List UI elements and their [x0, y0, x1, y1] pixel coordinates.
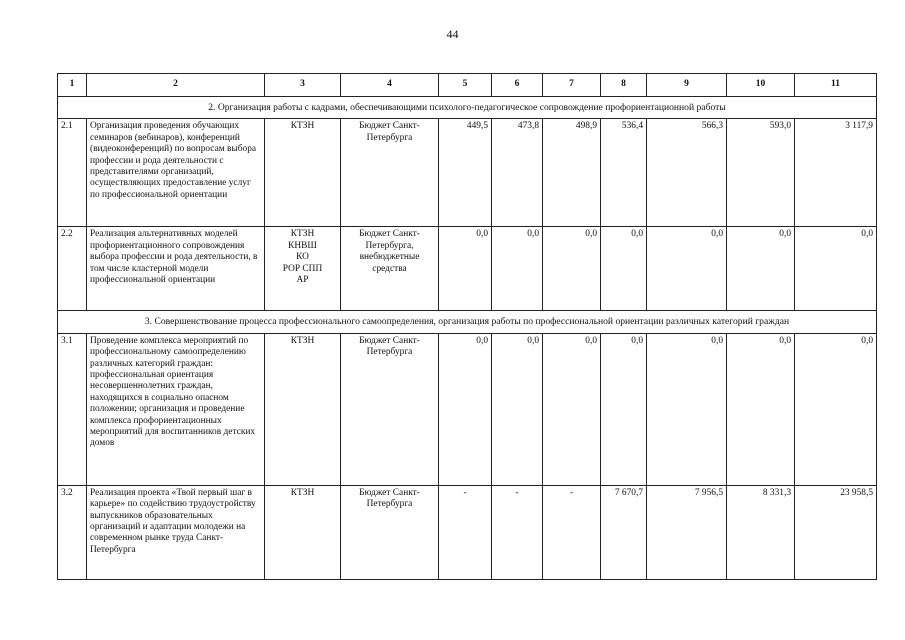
funding-source: Бюджет Санкт-Петербурга — [341, 119, 439, 227]
activity-name: Реализация проекта «Твой первый шаг в карьере» по содействию трудоустройству выпускников образовательных организаций и адаптации молодежи на современном рынке труда Санкт-Петербурга — [87, 485, 265, 579]
value-cell: 3 117,9 — [795, 119, 877, 227]
column-header: 11 — [795, 74, 877, 97]
column-header: 3 — [265, 74, 341, 97]
value-cell: 0,0 — [795, 333, 877, 485]
column-header: 4 — [341, 74, 439, 97]
value-cell: 7 956,5 — [647, 485, 727, 579]
column-header: 2 — [87, 74, 265, 97]
activity-name: Реализация альтернативных моделей профориентационного сопровождения выбора профессии и рода деятельности, в том числе кластерной модели профессиональной ориентации — [87, 227, 265, 311]
value-cell: 0,0 — [601, 227, 647, 311]
executor: КТЗН — [265, 485, 341, 579]
column-header: 5 — [439, 74, 492, 97]
value-cell: 0,0 — [647, 333, 727, 485]
value-cell: 0,0 — [727, 227, 795, 311]
funding-source: Бюджет Санкт-Петербурга — [341, 333, 439, 485]
value-cell: - — [543, 485, 601, 579]
value-cell: 0,0 — [601, 333, 647, 485]
activity-name: Организация проведения обучающих семинаров (вебинаров), конференций (видеоконференций) по вопросам выбора профессии и рода деятельности с представителями организаций, осуществляющих предоставление услуг по профессиональной ориентации — [87, 119, 265, 227]
value-cell: - — [492, 485, 543, 579]
value-cell: 8 331,3 — [727, 485, 795, 579]
value-cell: 498,9 — [543, 119, 601, 227]
section-row — [58, 97, 877, 119]
row-number: 2.2 — [58, 227, 87, 311]
row-number: 2.1 — [58, 119, 87, 227]
value-cell: 7 670,7 — [601, 485, 647, 579]
executor: КТЗН КНВШ КО РОР СПП АР — [265, 227, 341, 311]
value-cell: - — [439, 485, 492, 579]
section-title: 3. Совершенствование процесса профессионального самоопределения, организация работы по профессиональной ориентации различных категорий граждан — [58, 311, 877, 333]
table-row — [58, 485, 877, 579]
column-header: 8 — [601, 74, 647, 97]
value-cell: 449,5 — [439, 119, 492, 227]
value-cell: 536,4 — [601, 119, 647, 227]
page-number: 44 — [446, 27, 459, 41]
row-number: 3.2 — [58, 485, 87, 579]
column-header: 1 — [58, 74, 87, 97]
value-cell: 0,0 — [439, 227, 492, 311]
table-row — [58, 333, 877, 485]
column-header: 10 — [727, 74, 795, 97]
column-header: 9 — [647, 74, 727, 97]
row-number: 3.1 — [58, 333, 87, 485]
table-row — [58, 119, 877, 227]
value-cell: 0,0 — [795, 227, 877, 311]
section-row — [58, 311, 877, 333]
activity-name: Проведение комплекса мероприятий по профессиональному самоопределению различных категорий граждан: профессиональная ориентация несовершеннолетних граждан, находящихся в социально опасном положении; организация и проведение комплекса профориентационных мероприятий для воспитанников детских домов — [87, 333, 265, 485]
value-cell: 0,0 — [543, 227, 601, 311]
section-title: 2. Организация работы с кадрами, обеспечивающими психолого-педагогическое сопровождение профориентационной работы — [58, 97, 877, 119]
funding-source: Бюджет Санкт-Петербурга — [341, 485, 439, 579]
executor: КТЗН — [265, 119, 341, 227]
value-cell: 0,0 — [492, 227, 543, 311]
value-cell: 0,0 — [647, 227, 727, 311]
value-cell: 0,0 — [543, 333, 601, 485]
value-cell: 593,0 — [727, 119, 795, 227]
value-cell: 566,3 — [647, 119, 727, 227]
value-cell: 0,0 — [727, 333, 795, 485]
value-cell: 0,0 — [439, 333, 492, 485]
funding-source: Бюджет Санкт-Петербурга, внебюджетные средства — [341, 227, 439, 311]
value-cell: 473,8 — [492, 119, 543, 227]
column-number-row — [58, 74, 877, 97]
executor: КТЗН — [265, 333, 341, 485]
value-cell: 23 958,5 — [795, 485, 877, 579]
value-cell: 0,0 — [492, 333, 543, 485]
column-header: 7 — [543, 74, 601, 97]
program-table — [57, 73, 877, 580]
table-row — [58, 227, 877, 311]
column-header: 6 — [492, 74, 543, 97]
